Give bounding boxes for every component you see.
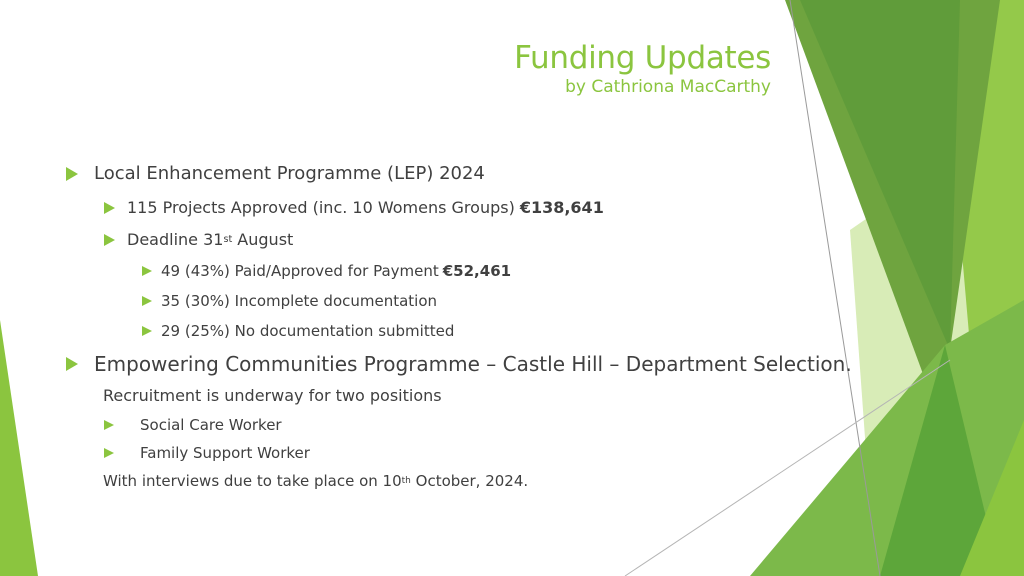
ecp-position-1: Social Care Worker — [140, 416, 282, 434]
bullet-arrow-icon — [142, 266, 152, 276]
ecp-heading-row — [66, 352, 852, 376]
bullet-arrow-icon — [142, 326, 152, 336]
ecp-interviews-row: With interviews due to take place on 10 th October, 2024. — [103, 472, 529, 490]
lep-heading: Local Enhancement Programme (LEP) 2024 — [94, 163, 485, 184]
bullet-arrow-icon — [104, 202, 115, 214]
bullet-arrow-icon — [66, 357, 78, 371]
bullet-arrow-icon — [104, 234, 115, 246]
slide-title: Funding Updates — [514, 40, 771, 76]
lep-incomplete-row — [142, 292, 437, 310]
lep-projects-text: 115 Projects Approved (inc. 10 Womens Groups) — [127, 198, 515, 217]
left-green-shape — [0, 320, 38, 576]
ecp-recruitment: Recruitment is underway for two positions — [103, 386, 442, 405]
ecp-recruitment-row — [103, 386, 442, 405]
slide-subtitle: by Cathriona MacCarthy — [565, 77, 771, 97]
lep-deadline-prefix: Deadline 31 — [127, 230, 224, 249]
ecp-position-row — [104, 416, 282, 434]
lep-none-text: 29 (25%) No documentation submitted — [161, 322, 455, 340]
bullet-arrow-icon — [104, 448, 114, 458]
lep-paid-row — [142, 262, 511, 280]
lep-heading-row — [66, 163, 485, 184]
lep-deadline-suffix: August — [232, 230, 294, 249]
lep-deadline-row: Deadline 31 st August — [104, 230, 293, 249]
lep-paid-text: 49 (43%) Paid/Approved for Payment — [161, 262, 439, 280]
lep-projects-amount: €138,641 — [519, 198, 604, 217]
title-block — [514, 38, 771, 98]
bullet-arrow-icon — [142, 296, 152, 306]
ecp-position-2: Family Support Worker — [140, 444, 310, 462]
lep-paid-amount: €52,461 — [442, 262, 512, 280]
lep-incomplete-text: 35 (30%) Incomplete documentation — [161, 292, 438, 310]
ecp-interviews-suffix: October, 2024. — [410, 472, 529, 490]
ecp-heading: Empowering Communities Programme – Castle Hill – Department Selection. — [94, 352, 852, 376]
bullet-arrow-icon — [104, 420, 114, 430]
lep-projects-row — [104, 198, 604, 217]
ecp-interviews-prefix: With interviews due to take place on 10 — [103, 472, 402, 490]
lep-none-row — [142, 322, 454, 340]
bullet-arrow-icon — [66, 167, 78, 181]
ecp-position-row — [104, 444, 310, 462]
